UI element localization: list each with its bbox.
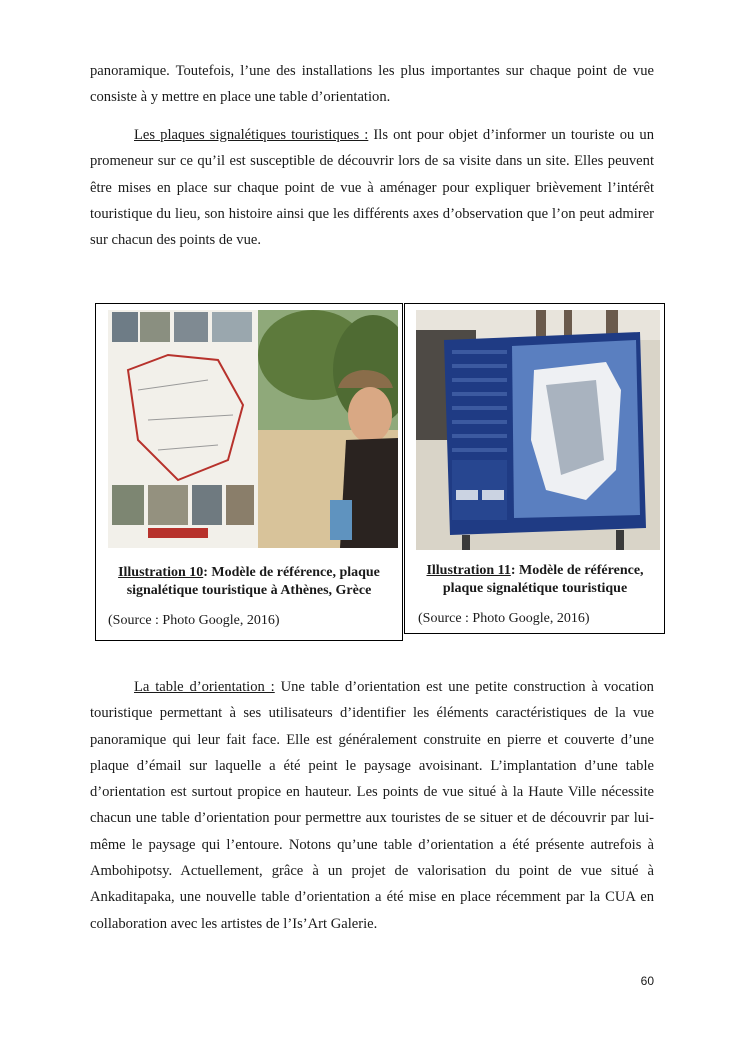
caption-illustration-11	[410, 562, 660, 628]
paragraph-plaques-body: Ils ont pour objet d’informer un touriste ou un promeneur sur ce qu’il est susceptible de découvrir lors de sa visite dans un site. Elles peuvent être mises en place sur chaque point de vue à aménager pour expliquer brièvement l’intérêt touristique du lieu, son histoire ainsi que les différents axes d’observation que l’on peut admirer sur chacun des points de vue.	[90, 127, 654, 249]
caption-illustration-10	[100, 564, 398, 630]
paragraph-intro	[90, 58, 654, 111]
caption-11-title	[410, 562, 660, 598]
paragraph-plaques-heading: Les plaques signalétiques touristiques :	[134, 127, 369, 143]
photo-tourist-sign	[416, 310, 660, 550]
caption-11-source: (Source : Photo Google, 2016)	[418, 611, 590, 626]
caption-10-title	[100, 564, 398, 600]
caption-10-label: Illustration 10	[118, 565, 204, 580]
caption-10-source: (Source : Photo Google, 2016)	[108, 613, 280, 628]
paragraph-intro-text: panoramique. Toutefois, l’une des installations les plus importantes sur chaque point de vue consiste à y mettre en place une table d’orientation.	[90, 63, 654, 106]
photo-athens-sign	[108, 310, 398, 548]
page-number: 60	[640, 974, 654, 988]
caption-10-text: : Modèle de référence, plaque signalétique touristique à Athènes, Grèce	[126, 565, 380, 598]
caption-11-text: : Modèle de référence, plaque signalétique touristique	[442, 563, 644, 596]
paragraph-plaques	[90, 122, 654, 253]
paragraph-table-heading: La table d’orientation :	[134, 679, 275, 695]
caption-11-label: Illustration 11	[426, 563, 511, 578]
paragraph-table-orientation	[90, 674, 654, 937]
paragraph-table-body: Une table d’orientation est une petite construction à vocation touristique permettant à ses utilisateurs d’identifier les éléments caractéristiques de la vue panoramique qui leur fait face. Elle est généralement construite en pierre et couverte d’une plaque d’émail sur laquelle a été peint le paysage avoisinant. L’implantation d’une table d’orientation est surtout propice en hauteur. Les points de vue situé à la Haute Ville nécessite chacun une table d’orientation pour permettre aux touristes de se situer et de découvrir par lui-même le paysage qui l’entoure. Notons qu’une table d’orientation a été présente autrefois à Ambohipotsy. Actuellement, grâce à un projet de valorisation du point de vue situé à Ankaditapaka, une nouvelle table d’orientation a été mise en place récemment par la CUA en collaboration avec les artistes de l’Is’Art Galerie.	[90, 679, 654, 932]
